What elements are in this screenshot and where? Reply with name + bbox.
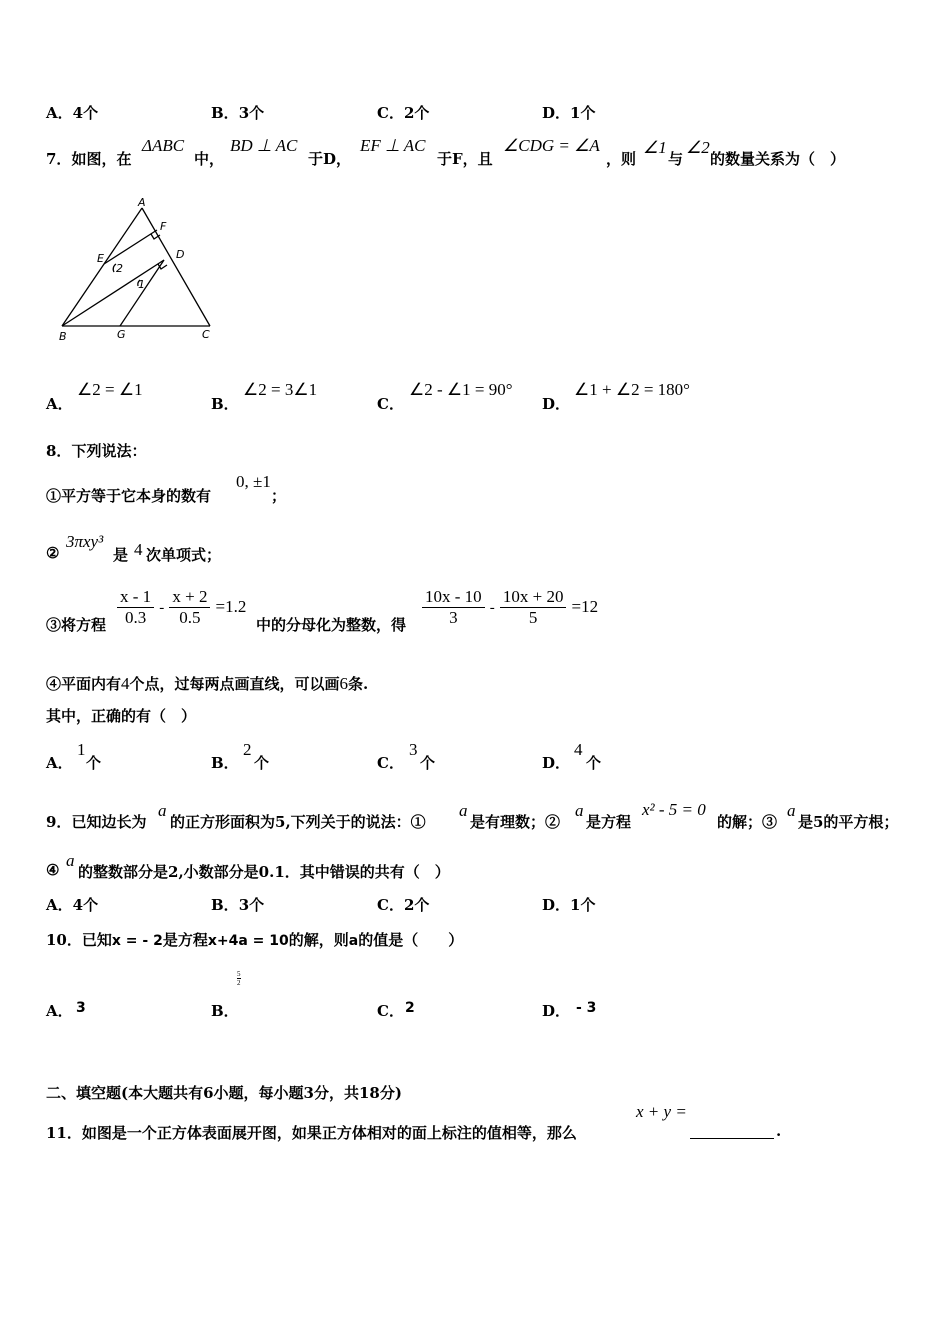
q9-option-d: D．1个 — [542, 896, 596, 914]
q7-option-b-letter: B． — [211, 395, 239, 413]
q7-option-c: ∠2 - ∠1 = 90° — [409, 380, 513, 399]
q8-option-d-num: 4 — [574, 740, 583, 759]
q9-option-b: B．3个 — [211, 896, 265, 914]
q7-expr-abc: ΔABC — [142, 136, 185, 155]
q8-option-d-unit: 个 — [586, 754, 602, 772]
q8-statement-4: ④平面内有4个点，过每两点画直线，可以画6条. — [46, 674, 369, 693]
fig-label-e: E — [97, 252, 104, 265]
q7-triangle-figure — [54, 190, 224, 350]
q7-expr-angle2: ∠2 — [686, 138, 710, 157]
q8-option-b-unit: 个 — [254, 754, 270, 772]
q9-var-a: a — [158, 801, 167, 820]
q11-answer-blank[interactable] — [690, 1120, 774, 1139]
q8-statement-1-expr: 0, ±1 — [236, 472, 271, 491]
q7-option-c-letter: C． — [377, 395, 404, 413]
q8-option-d-letter: D． — [542, 754, 571, 772]
fig-label-f: F — [160, 220, 167, 233]
q11-expr: x + y = — [636, 1102, 687, 1121]
fraction: $\frac{x - 1}{0.3}$ — [117, 587, 154, 628]
section-2-title: 二、填空题(本大题共有6小题，每小题3分，共18分) — [46, 1084, 402, 1102]
q8-statement-1: ①平方等于它本身的数有 — [46, 487, 212, 505]
q9-stem: 9．已知边长为 — [46, 813, 147, 831]
q8-statement-3-equation: $\frac{x - 1}{0.3}$ - $\frac{x + 2}{0.5}$ =1.2 — [117, 587, 246, 628]
q8-option-c-num: 3 — [409, 740, 418, 759]
q8-option-a-unit: 个 — [86, 754, 102, 772]
q10-option-a-letter: A． — [46, 1002, 73, 1020]
q10-option-d: - 3 — [576, 1000, 597, 1016]
q6-option-d: D．1个 — [542, 104, 596, 122]
q9-equation: x² - 5 = 0 — [642, 800, 706, 819]
q7-expr-bd: BD ⊥ AC — [230, 136, 298, 155]
fig-label-angle2: 2 — [116, 262, 123, 275]
q9-text: 是方程 — [586, 813, 632, 831]
q7-expr-angle1: ∠1 — [643, 138, 667, 157]
q8-option-a-letter: A． — [46, 754, 73, 772]
q9-option-c: C．2个 — [377, 896, 430, 914]
q8-statement-1-end: ； — [271, 487, 287, 505]
q7-expr-ef: EF ⊥ AC — [360, 136, 426, 155]
q10-option-c-letter: C． — [377, 1002, 404, 1020]
q11-stem: 11．如图是一个正方体表面展开图，如果正方体相对的面上标注的值相等，那么 — [46, 1124, 577, 1142]
q7-text: ，则 — [606, 150, 637, 168]
q7-text: 与 — [668, 150, 684, 168]
q10-option-b-letter: B． — [211, 1002, 239, 1020]
q8-statement-2-degree: 4 — [134, 540, 143, 559]
q6-option-c: C．2个 — [377, 104, 430, 122]
q8-option-c-unit: 个 — [420, 754, 436, 772]
fig-label-c: C — [202, 328, 210, 341]
fig-label-a: A — [138, 196, 146, 209]
q7-text: 于D， — [308, 150, 352, 168]
q8-statement-2-text: 是 — [113, 546, 129, 564]
q9-var-a: a — [787, 801, 796, 820]
q8-statement-2-end: 次单项式； — [146, 546, 222, 564]
q9-var-a: a — [66, 851, 75, 870]
q8-title: 8．下列说法： — [46, 442, 147, 460]
q9-question: 的整数部分是2,小数部分是0.1．其中错误的共有（ ） — [78, 863, 450, 881]
q9-text: 是有理数；② — [470, 813, 561, 831]
fig-label-d: D — [176, 248, 185, 261]
q7-text: 的数量关系为（ ） — [710, 150, 846, 168]
q8-option-b-letter: B． — [211, 754, 239, 772]
q8-statement-3: ③将方程 — [46, 616, 107, 634]
q7-option-a-letter: A． — [46, 395, 73, 413]
q9-statement-4: ④ — [46, 861, 60, 879]
q7-option-d: ∠1 + ∠2 = 180° — [574, 380, 690, 399]
q6-option-a: A．4个 — [46, 104, 99, 122]
fraction: $\frac{10x - 10}{3}$ — [422, 587, 485, 628]
q7-number: 7．如图，在 — [46, 150, 132, 168]
q8-option-b-num: 2 — [243, 740, 252, 759]
q8-option-c-letter: C． — [377, 754, 404, 772]
q9-text: 是5的平方根； — [798, 813, 899, 831]
q8-statement-2-expr: 3πxy³ — [66, 532, 104, 551]
q7-option-d-letter: D． — [542, 395, 571, 413]
q7-option-a: ∠2 = ∠1 — [77, 380, 143, 399]
fig-label-b: B — [59, 330, 67, 343]
q9-text: 的正方形面积为5,下列关于的说法：① — [170, 813, 426, 831]
q9-text: 的解；③ — [717, 813, 778, 831]
q8-statement-2: ② — [46, 544, 60, 562]
fig-label-g: G — [117, 328, 126, 341]
q8-question: 其中，正确的有（ ） — [46, 707, 197, 725]
q6-option-b: B．3个 — [211, 104, 265, 122]
q9-option-a: A．4个 — [46, 896, 99, 914]
q9-var-a: a — [575, 801, 584, 820]
q10-option-b-fraction: 5 2 — [237, 970, 241, 987]
fraction: $\frac{x + 2}{0.5}$ — [169, 587, 210, 628]
q7-option-b: ∠2 = 3∠1 — [243, 380, 318, 399]
q8-statement-3-text: 中的分母化为整数，得 — [256, 616, 407, 634]
q8-option-a-num: 1 — [77, 740, 86, 759]
q10-option-a: 3 — [76, 1000, 86, 1016]
q7-text: 中， — [194, 150, 225, 168]
q9-var-a: a — [459, 801, 468, 820]
fraction: $\frac{10x + 20}{5}$ — [500, 587, 567, 628]
q11-end: . — [776, 1122, 782, 1140]
q7-text: 于F，且 — [437, 150, 493, 168]
q10-option-c: 2 — [405, 1000, 415, 1016]
q10-option-d-letter: D． — [542, 1002, 571, 1020]
q7-expr-cdg: ∠CDG = ∠A — [503, 136, 600, 155]
fig-label-angle1: 1 — [138, 278, 145, 291]
q10-stem: 10．已知x = - 2是方程x+4a = 10的解，则a的值是（ ） — [46, 931, 464, 949]
q8-statement-3-result: $\frac{10x - 10}{3}$ - $\frac{10x + 20}{5}$ =12 — [422, 587, 598, 628]
